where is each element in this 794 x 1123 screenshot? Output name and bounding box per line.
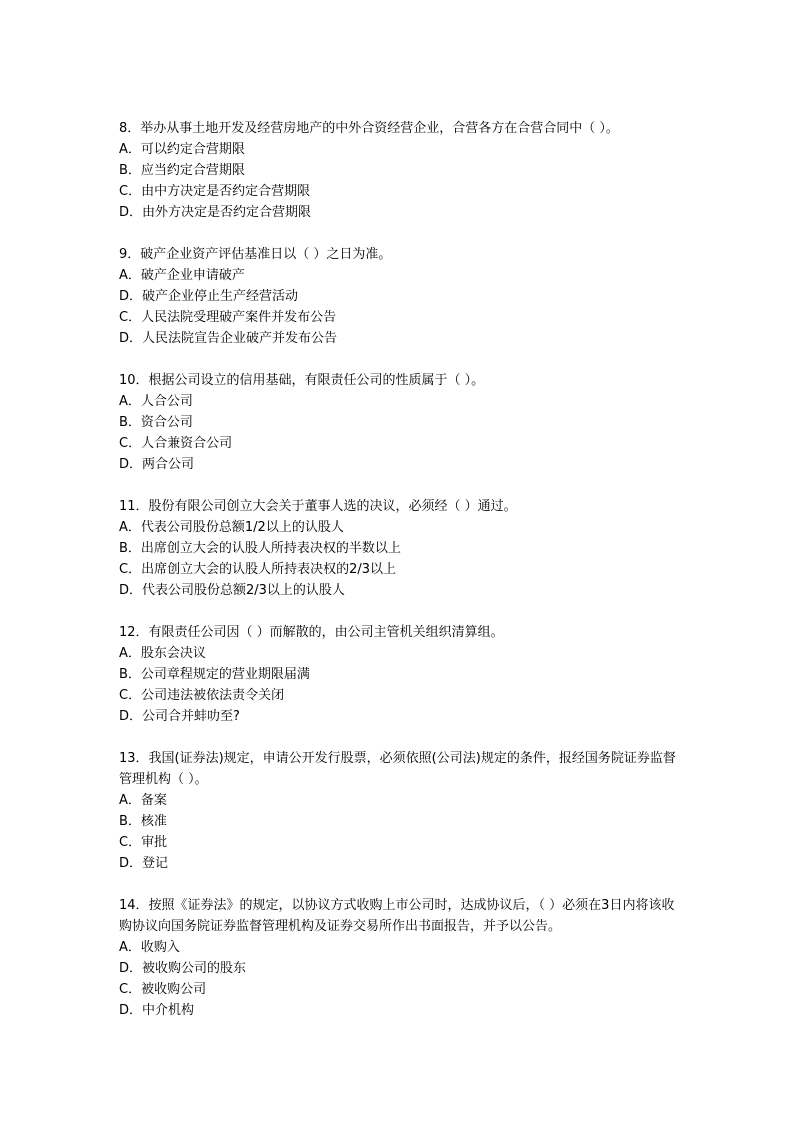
- option: B．出席创立大会的认股人所持表决权的半数以上: [119, 541, 401, 556]
- question-12: [119, 622, 679, 727]
- option: A．代表公司股份总额1/2以上的认股人: [119, 520, 344, 535]
- option: A．收购入: [119, 940, 180, 955]
- question-8: [119, 118, 679, 223]
- option: D．破产企业停止生产经营活动: [119, 289, 299, 304]
- option: D．被收购公司的股东: [119, 961, 247, 976]
- option: D．两合公司: [119, 457, 195, 472]
- option: D．登记: [119, 856, 169, 871]
- option: D．中介机构: [119, 1003, 195, 1018]
- option: B．核准: [119, 814, 167, 829]
- option: C．被收购公司: [119, 982, 207, 997]
- question-13: [119, 748, 679, 874]
- option: B．资合公司: [119, 415, 193, 430]
- option: C．人民法院受理破产案件并发布公告: [119, 310, 337, 325]
- question-text: 9．破产企业资产评估基准日以（ ）之日为准。: [119, 247, 392, 262]
- option: D．代表公司股份总额2/3以上的认股人: [119, 583, 345, 598]
- option: C．由中方决定是否约定合营期限: [119, 184, 311, 199]
- option: B．应当约定合营期限: [119, 163, 245, 178]
- option: C．出席创立大会的认股人所持表决权的2/3以上: [119, 562, 396, 577]
- option: C．人合兼资合公司: [119, 436, 233, 451]
- option: C．审批: [119, 835, 168, 850]
- option: A．可以约定合营期限: [119, 142, 245, 157]
- option: A．股东会决议: [119, 646, 206, 661]
- option: A．破产企业申请破产: [119, 268, 245, 283]
- question-11: [119, 496, 679, 601]
- question-text: 11．股份有限公司创立大会关于董事人选的决议，必须经（ ）通过。: [119, 499, 517, 514]
- option: D．由外方决定是否约定合营期限: [119, 205, 312, 220]
- question-text: 14．按照《证券法》的规定，以协议方式收购上市公司时，达成协议后，（ ）必须在3日内将该收购协议向国务院证券监督管理机构及证券交易所作出书面报告，并予以公告。: [119, 898, 675, 934]
- option: C．公司违法被依法责令关闭: [119, 688, 285, 703]
- question-10: [119, 370, 679, 475]
- option: B．公司章程规定的营业期限届满: [119, 667, 310, 682]
- question-list: [119, 118, 679, 1042]
- option: A．备案: [119, 793, 167, 808]
- question-text: 10．根据公司设立的信用基础，有限责任公司的性质属于（ ）。: [119, 373, 485, 388]
- question-text: 8．举办从事土地开发及经营房地产的中外合资经营企业，合营各方在合营合同中（ ）。: [119, 121, 619, 136]
- question-text: 12．有限责任公司因（ ）而解散的，由公司主管机关组织清算组。: [119, 625, 504, 640]
- option: D．公司合并蚌叻至?: [119, 709, 240, 724]
- option: D．人民法院宣告企业破产并发布公告: [119, 331, 338, 346]
- option: A．人合公司: [119, 394, 193, 409]
- question-9: [119, 244, 679, 349]
- question-14: [119, 895, 679, 1021]
- question-text: 13．我国(证券法)规定，申请公开发行股票，必须依照(公司法)规定的条件，报经国务院证券监督管理机构（ ）。: [119, 751, 676, 787]
